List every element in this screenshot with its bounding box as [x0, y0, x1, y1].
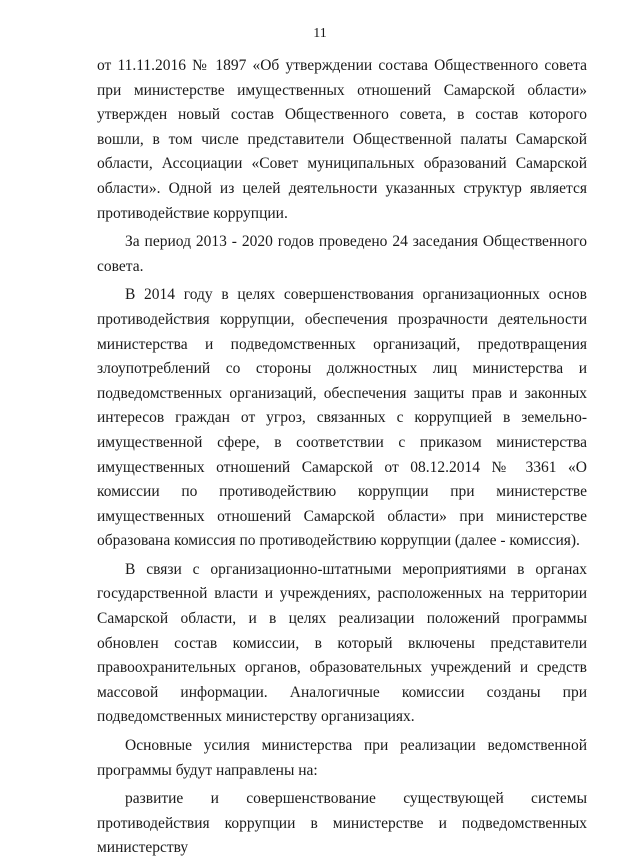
paragraph-public-council-order: от 11.11.2016 № 1897 «Об утверждении состава Общественного совета при министерстве имущественных отношений Самарской области» утвержден новый состав Общественного совета, в состав которого вошли, в том числе представители Общественной палаты Самарской области, Ассоциации «Совет муниципальных образований Самарской области». Одной из целей деятельности указанных структур является противодействие коррупции. — [97, 57, 587, 222]
page-number: 11 — [313, 26, 327, 41]
paragraph-anticorruption-commission: В 2014 году в целях совершенствования организационных основ противодействия коррупции, обеспечения прозрачности деятельности министерства и подведомственных организаций, предотвращения злоупотреблений со стороны должностных лиц министерства и подведомственных организаций, обеспечения защиты прав и законных интересов граждан от угроз, связанных с коррупцией в земельно-имущественной сфере, в соответствии с приказом министерства имущественных отношений Самарской от 08.12.2014 № 3361 «О комиссии по противодействию коррупции при министерстве имущественных отношений Самарской области» при министерстве образована комиссия по противодействию коррупции (далее - комиссия). — [97, 286, 587, 550]
paragraph-main-efforts: Основные усилия министерства при реализации ведомственной программы будут направлены на: — [97, 737, 587, 779]
paragraph-commission-update: В связи с организационно-штатными мероприятиями в органах государственной власти и учреждениях, расположенных на территории Самарской области, и в целях реализации положений программы обновлен состав комиссии, в который включены представители правоохранительных органов, образовательных учреждений и средств массовой информации. Аналогичные комиссии созданы при подведомственных министерству организациях. — [97, 560, 587, 726]
paragraph-council-meetings: За период 2013 - 2020 годов проведено 24 заседания Общественного совета. — [97, 233, 587, 275]
document-body — [97, 54, 587, 861]
paragraph-development-system: развитие и совершенствование существующей системы противодействия коррупции в министерстве и подведомственных министерству — [97, 790, 587, 857]
